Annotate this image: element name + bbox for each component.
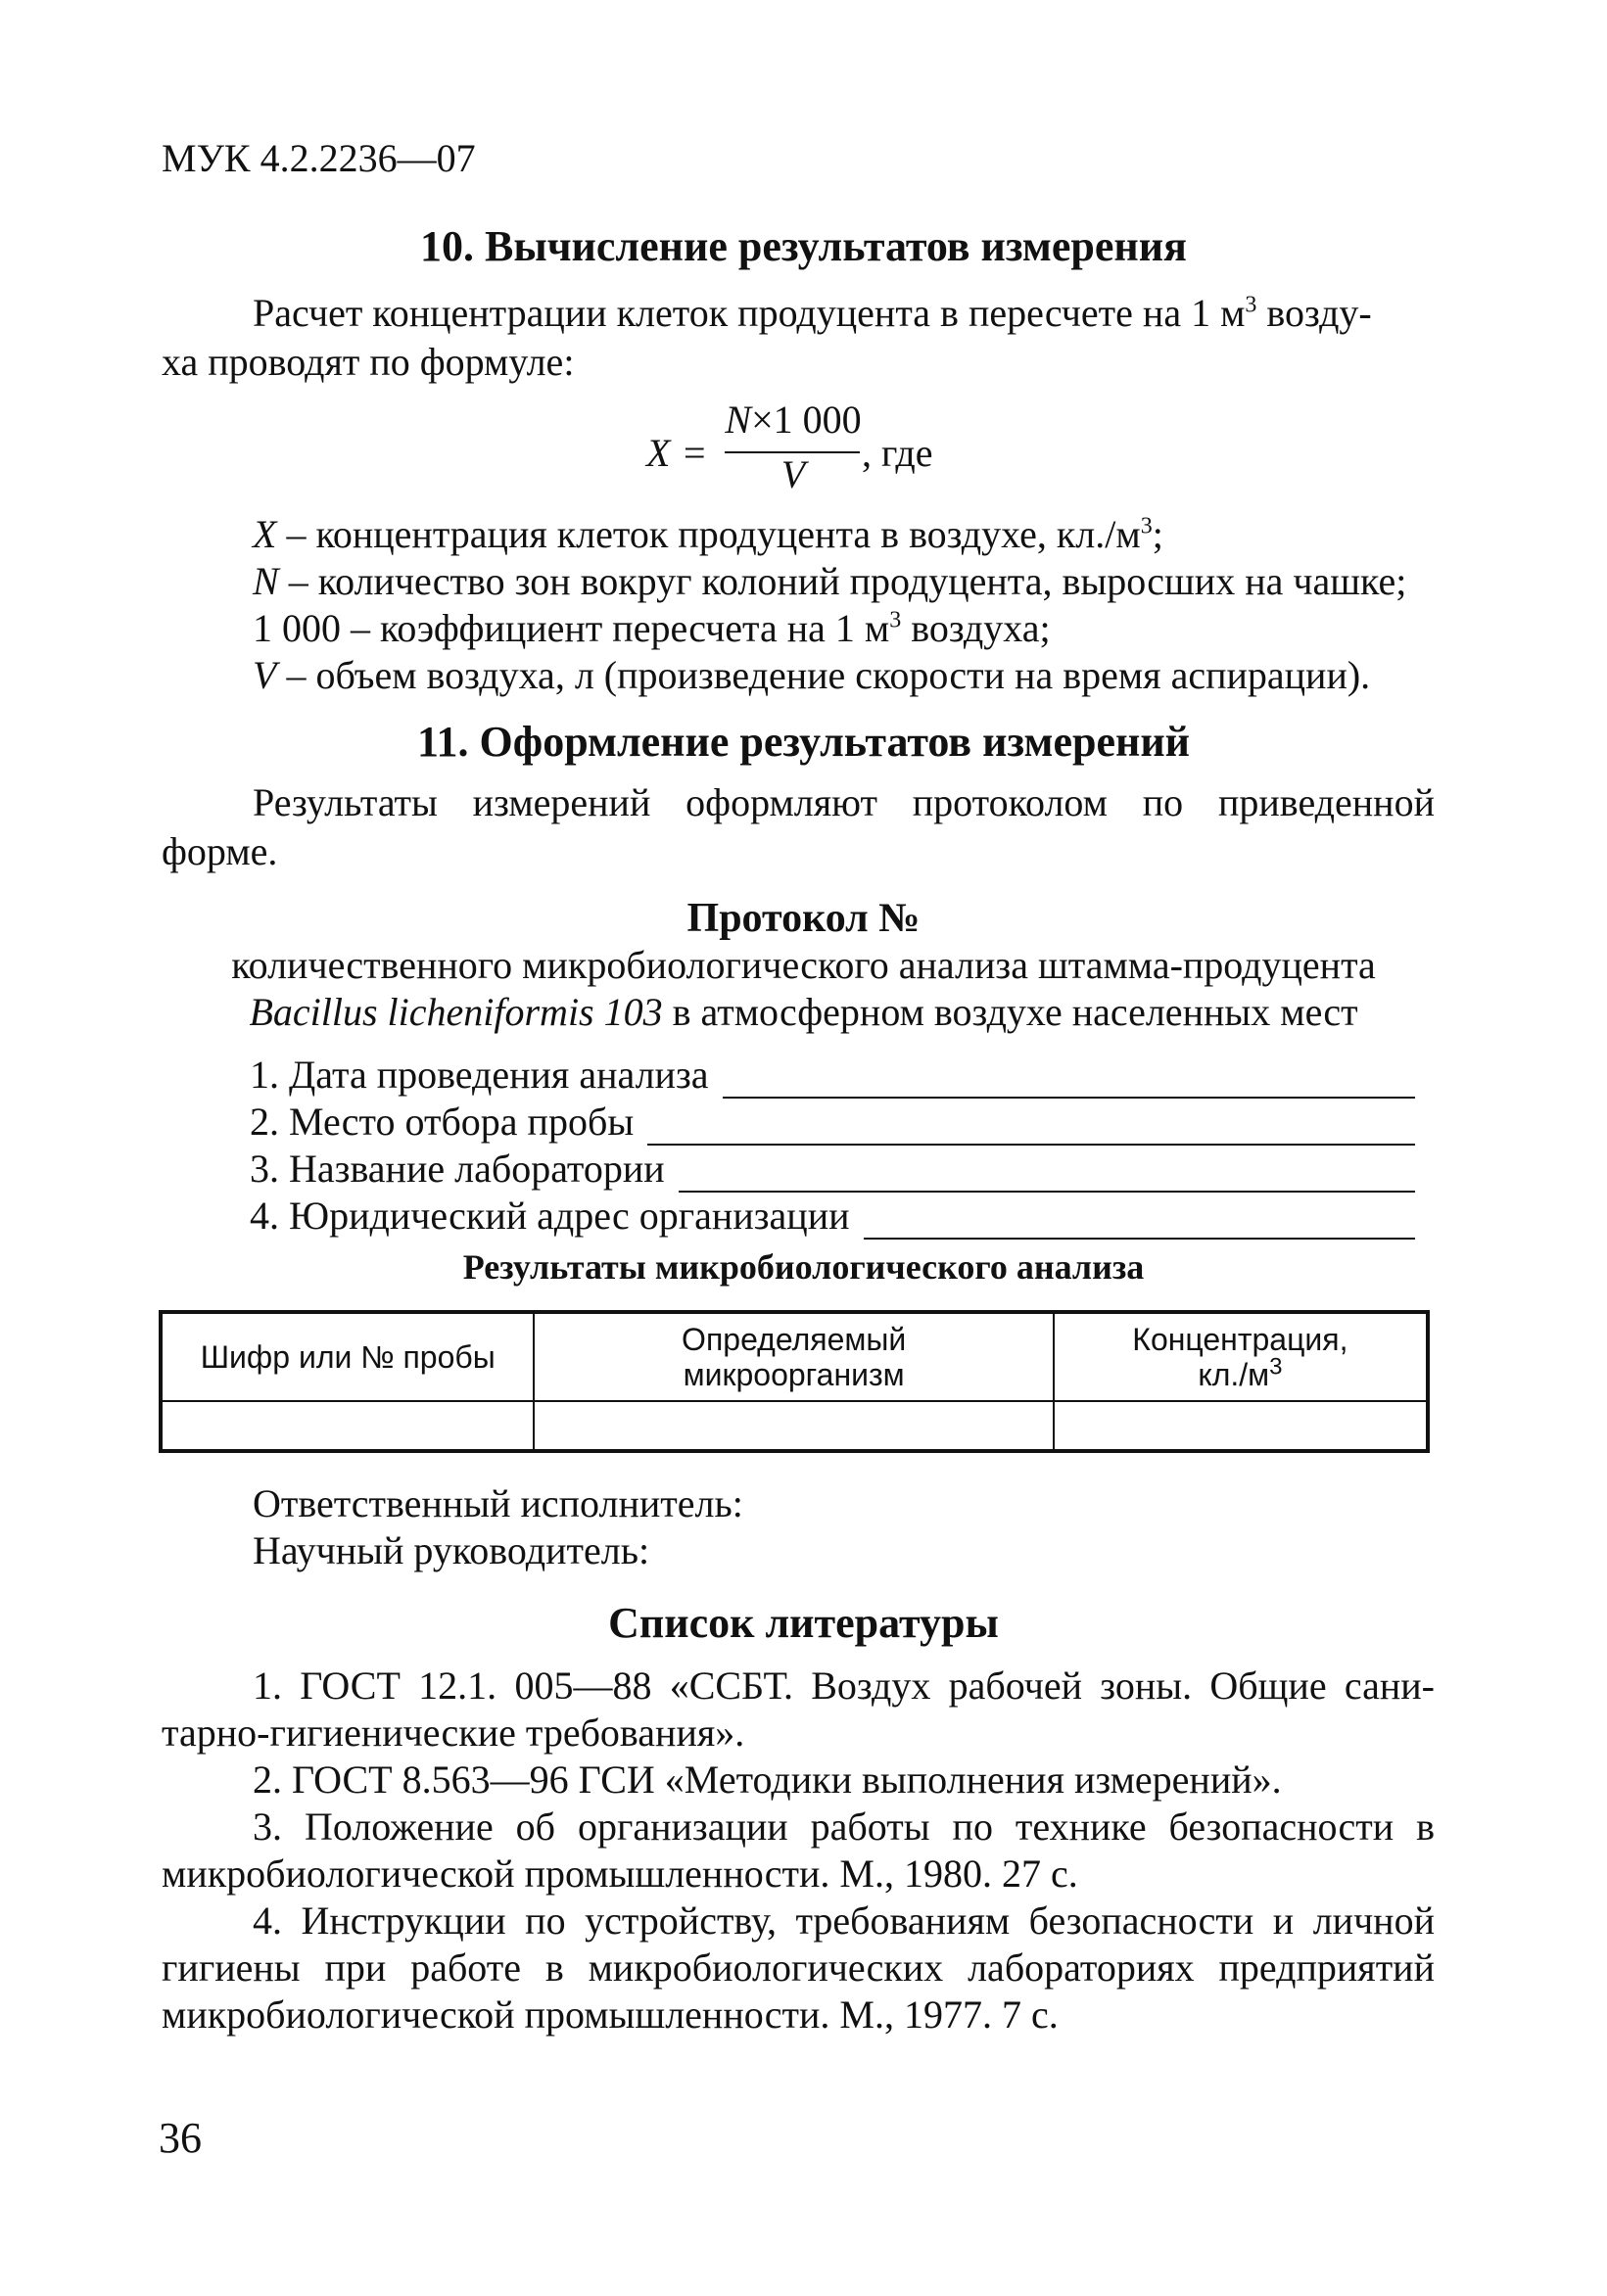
table-header-sample-id: Шифр или № пробы xyxy=(161,1312,534,1401)
table-header-concentration: Концентрация, $кл./м^3$ xyxy=(1054,1312,1428,1401)
table-header-row xyxy=(161,1312,1428,1401)
section-10-title: 10. Вычисление результатов измерения xyxy=(420,222,1187,270)
concentration-formula xyxy=(646,397,979,494)
section-11-intro-line2: форме. xyxy=(162,829,278,873)
table-cell-concentration[interactable] xyxy=(1054,1401,1428,1451)
field-analysis-date: 1. Дата проведения анализа xyxy=(250,1052,1415,1099)
protocol-subtitle-line1: количественного микробиологического анализа штамма-продуцента xyxy=(231,943,1376,987)
page-number: 36 xyxy=(159,2114,202,2162)
formula-denominator: V xyxy=(780,452,806,496)
definition-v: V – объем воздуха, л (произведение скорости на время аспирации). xyxy=(253,653,1371,697)
responsible-executor-label: Ответственный исполнитель: xyxy=(253,1481,743,1525)
definition-1000: 1 000 – коэффициент пересчета на 1 $м^3$ воздуха; xyxy=(253,606,1051,650)
field-legal-address: 4. Юридический адрес организации xyxy=(250,1193,1415,1240)
reference-3-line2: микробиологической промышленности. М., 1980. 27 с. xyxy=(162,1851,1078,1896)
field-laboratory-name-line[interactable] xyxy=(679,1157,1415,1193)
field-legal-address-line[interactable] xyxy=(864,1204,1416,1240)
reference-4-line2: гигиены при работе в микробиологических лабораториях предприятий xyxy=(162,1945,1435,1990)
reference-2-line1: 2. ГОСТ 8.563—96 ГСИ «Методики выполнения измерений». xyxy=(253,1757,1282,1802)
section-11-title: 11. Оформление результатов измерений xyxy=(416,718,1191,766)
field-sampling-place-line[interactable] xyxy=(647,1110,1415,1146)
reference-4-line1: 4. Инструкции по устройству, требованиям безопасности и личной xyxy=(253,1898,1435,1943)
section-10-intro-line1: Расчет концентрации клеток продуцента в пересчете на 1 $м^3$ возду- xyxy=(253,291,1372,335)
protocol-title: Протокол № xyxy=(686,896,921,941)
table-row xyxy=(161,1401,1428,1451)
references-title: Список литературы xyxy=(608,1599,999,1647)
field-analysis-date-line[interactable] xyxy=(723,1063,1415,1099)
section-11-intro-line1: Результаты измерений оформляют протоколом по приведенной xyxy=(253,780,1435,824)
section-10-intro-line2: ха проводят по формуле: xyxy=(162,340,575,384)
formula-equals: = xyxy=(684,431,706,475)
protocol-subtitle-line2: Bacillus licheniformis 103 в атмосферном воздухе населенных мест xyxy=(249,990,1358,1034)
table-cell-microorganism[interactable] xyxy=(534,1401,1053,1451)
document-code: МУК 4.2.2236—07 xyxy=(162,136,476,180)
field-sampling-place: 2. Место отбора пробы xyxy=(250,1099,1415,1146)
table-header-microorganism: Определяемый микроорганизм xyxy=(534,1312,1053,1401)
results-table-title: Результаты микробиологического анализа xyxy=(462,1247,1145,1287)
formula-lhs: X xyxy=(646,431,671,475)
definition-n: N – количество зон вокруг колоний продуцента, выросших на чашке; xyxy=(253,559,1407,603)
scientific-supervisor-label: Научный руководитель: xyxy=(253,1528,650,1572)
formula-numerator: N×1 000 xyxy=(725,398,862,442)
field-laboratory-name: 3. Название лаборатории xyxy=(250,1146,1415,1193)
formula-suffix: , где xyxy=(862,431,933,475)
reference-1-line1: 1. ГОСТ 12.1. 005—88 «ССБТ. Воздух рабочей зоны. Общие сани- xyxy=(253,1663,1435,1708)
reference-3-line1: 3. Положение об организации работы по технике безопасности в xyxy=(253,1804,1435,1849)
table-cell-sample-id[interactable] xyxy=(161,1401,534,1451)
reference-1-line2: тарно-гигиенические требования». xyxy=(162,1710,745,1755)
definition-x: X – концентрация клеток продуцента в воздухе, $кл./м^3$; xyxy=(253,512,1163,556)
results-table xyxy=(159,1310,1430,1453)
reference-4-line3: микробиологической промышленности. М., 1977. 7 с. xyxy=(162,1992,1059,2037)
